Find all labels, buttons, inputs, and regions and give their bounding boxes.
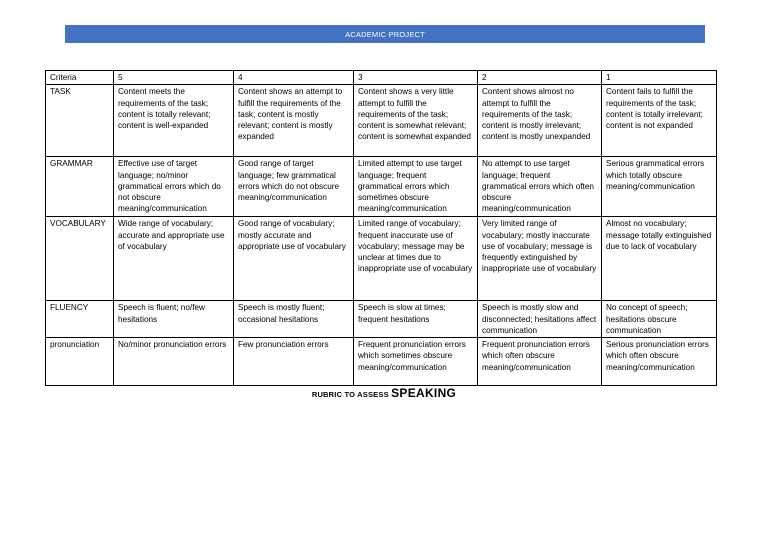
table-cell: Content meets the requirements of the task; content is totally relevant; content is well-expanded	[114, 85, 234, 157]
table-cell: Speech is slow at times; frequent hesitations	[354, 301, 478, 338]
table-cell: Speech is fluent; no/few hesitations	[114, 301, 234, 338]
table-cell: Content fails to fulfill the requirements of the task; content is totally irrelevant; content is not expanded	[602, 85, 717, 157]
header-score-3: 3	[354, 71, 478, 85]
table-row	[46, 217, 717, 301]
table-cell: Effective use of target language; no/minor grammatical errors which do not obscure meaning/communication	[114, 157, 234, 217]
header-row	[46, 71, 717, 85]
table-cell: No attempt to use target language; frequent grammatical errors which often obscure meaning/communication	[478, 157, 602, 217]
table-row	[46, 85, 717, 157]
table-cell: Limited attempt to use target language; frequent grammatical errors which sometimes obscure meaning/communication	[354, 157, 478, 217]
caption-prefix: RUBRIC TO ASSESS	[311, 390, 389, 399]
table-cell: No/minor pronunciation errors	[114, 338, 234, 386]
table-cell: Frequent pronunciation errors which sometimes obscure meaning/communication	[354, 338, 478, 386]
header-score-4: 4	[234, 71, 354, 85]
table-cell: Very limited range of vocabulary; mostly inaccurate use of vocabulary; message is frequently extinguished by inappropriate use of vocabulary	[478, 217, 602, 301]
caption-emphasis: SPEAKING	[391, 386, 457, 400]
table-cell: Serious pronunciation errors which often obscure meaning/communication	[602, 338, 717, 386]
header-criteria: Criteria	[46, 71, 114, 85]
table-cell: Frequent pronunciation errors which often obscure meaning/communication	[478, 338, 602, 386]
table-cell: Good range of target language; few grammatical errors which do not obscure meaning/communication	[234, 157, 354, 217]
table-cell: Speech is mostly slow and disconnected; hesitations affect communication	[478, 301, 602, 338]
criterion-vocabulary: VOCABULARY	[46, 217, 114, 301]
banner-title: ACADEMIC PROJECT	[345, 29, 425, 39]
table-cell: No concept of speech; hesitations obscure communication	[602, 301, 717, 338]
header-score-1: 1	[602, 71, 717, 85]
criterion-grammar: GRAMMAR	[46, 157, 114, 217]
table-row	[46, 157, 717, 217]
table-cell: Wide range of vocabulary; accurate and appropriate use of vocabulary	[114, 217, 234, 301]
header-score-5: 5	[114, 71, 234, 85]
rubric-table	[45, 70, 717, 386]
table-cell: Speech is mostly fluent; occasional hesitations	[234, 301, 354, 338]
table-cell: Limited range of vocabulary; frequent inaccurate use of vocabulary; message may be unclear at times due to inappropriate use of vocabulary	[354, 217, 478, 301]
criterion-task: TASK	[46, 85, 114, 157]
criterion-pronunciation: pronunciation	[46, 338, 114, 386]
table-cell: Content shows a very little attempt to fulfill the requirements of the task; content is somewhat relevant; content is somewhat expanded	[354, 85, 478, 157]
table-cell: Good range of vocabulary; mostly accurate and appropriate use of vocabulary	[234, 217, 354, 301]
table-row	[46, 338, 717, 386]
table-cell: Serious grammatical errors which totally obscure meaning/communication	[602, 157, 717, 217]
table-cell: Content shows an attempt to fulfill the requirements of the task; content is mostly relevant; content is mostly expanded	[234, 85, 354, 157]
table-cell: Few pronunciation errors	[234, 338, 354, 386]
table-row	[46, 301, 717, 338]
table-cell: Content shows almost no attempt to fulfill the requirements of the task; content is mostly irrelevant; content is mostly unexpanded	[478, 85, 602, 157]
header-score-2: 2	[478, 71, 602, 85]
table-cell: Almost no vocabulary; message totally extinguished due to lack of vocabulary	[602, 217, 717, 301]
criterion-fluency: FLUENCY	[46, 301, 114, 338]
banner	[65, 25, 705, 43]
rubric-caption	[0, 386, 768, 400]
